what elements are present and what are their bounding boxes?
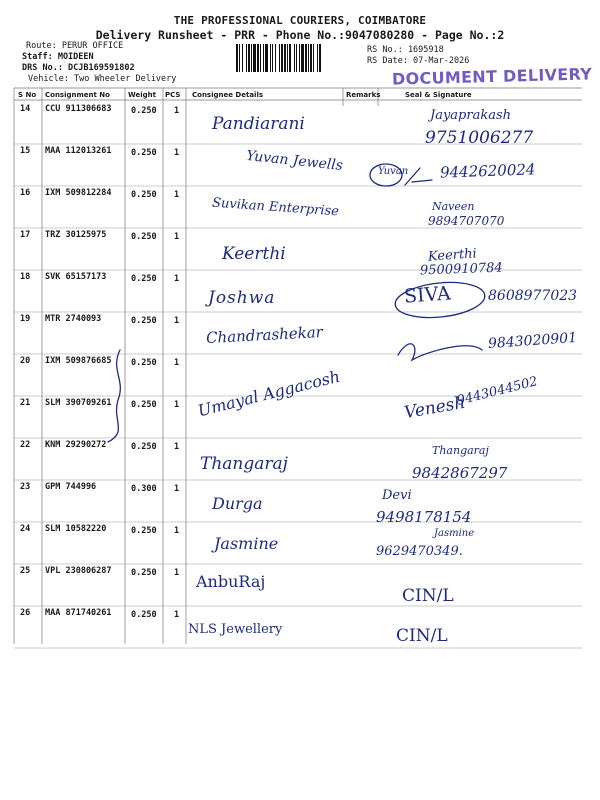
row-sno: 20 [20, 356, 31, 366]
row-sno: 16 [20, 188, 31, 198]
row-sno: 23 [20, 482, 31, 492]
document-delivery-stamp: DOCUMENT DELIVERY [391, 64, 593, 89]
row-consignment: IXM 509812284 [45, 188, 112, 198]
row-weight: 0.250 [131, 526, 157, 536]
consignee-handwriting: Chandrashekar [205, 322, 324, 348]
row-pcs: 1 [174, 232, 180, 242]
phone-handwriting: 9442620024 [439, 160, 536, 182]
signature-handwriting: Jasmine [434, 528, 475, 539]
row-weight: 0.250 [131, 232, 157, 242]
row-weight: 0.250 [131, 442, 157, 452]
row-pcs: 1 [174, 526, 180, 536]
route-label: Route: PERUR OFFICE [26, 41, 124, 51]
row-pcs: 1 [174, 190, 180, 200]
row-weight: 0.250 [131, 316, 157, 326]
consignee-handwriting: Thangaraj [200, 454, 288, 474]
phone-handwriting: 9498178154 [376, 508, 472, 526]
signature-handwriting: Naveen [432, 200, 475, 213]
rs-date: RS Date: 07-Mar-2026 [367, 56, 470, 66]
row-pcs: 1 [174, 274, 180, 284]
signature-handwriting: Venesh [402, 392, 467, 424]
row-consignment: SLM 10582220 [45, 524, 107, 534]
company-title: THE PROFESSIONAL COURIERS, COIMBATORE [173, 14, 427, 27]
signature-handwriting: Yuvan [378, 166, 409, 177]
consignee-handwriting: Umayal Aggacosh [195, 366, 342, 421]
consignee-handwriting: Suvikan Enterprise [211, 195, 340, 220]
row-consignment: IXM 509876685 [45, 356, 112, 366]
row-pcs: 1 [174, 568, 180, 578]
row-weight: 0.250 [131, 610, 157, 620]
row-sno: 18 [20, 272, 31, 282]
row-pcs: 1 [174, 442, 180, 452]
signature-handwriting: CIN/L [402, 586, 454, 606]
row-weight: 0.250 [131, 148, 157, 158]
row-sno: 26 [20, 608, 31, 618]
row-pcs: 1 [174, 484, 180, 494]
runsheet-title: Delivery Runsheet - PRR - Phone No.:9047080280 - Page No.:2 [95, 28, 505, 42]
vehicle-label: Vehicle: Two Wheeler Delivery [28, 74, 177, 84]
col-signature: Seal & Signature [405, 91, 472, 99]
col-weight: Weight [128, 91, 156, 99]
row-pcs: 1 [174, 358, 180, 368]
signature-handwriting: Keerthi [427, 246, 478, 265]
row-consignment: TRZ 30125975 [45, 230, 107, 240]
row-sno: 22 [20, 440, 31, 450]
phone-handwriting: 8608977023 [488, 288, 578, 304]
row-pcs: 1 [174, 148, 180, 158]
col-pcs: PCS [165, 91, 181, 99]
row-consignment: SLM 390709261 [45, 398, 112, 408]
row-consignment: GPM 744996 [45, 482, 97, 492]
consignee-handwriting: Durga [212, 494, 263, 513]
row-sno: 19 [20, 314, 31, 324]
consignee-handwriting: AnbuRaj [196, 572, 266, 591]
row-consignment: CCU 911306683 [45, 104, 112, 114]
row-consignment: MAA 871740261 [45, 608, 112, 618]
signature-handwriting: Devi [382, 488, 412, 503]
phone-handwriting: 9629470349. [376, 544, 463, 559]
drs-number: DRS No.: DCJB169591802 [22, 63, 135, 73]
row-pcs: 1 [174, 400, 180, 410]
col-consignee: Consignee Details [192, 91, 264, 99]
rs-number: RS No.: 1695918 [367, 45, 444, 55]
signature-handwriting: CIN/L [396, 626, 448, 646]
staff-label: Staff: MOIDEEN [22, 52, 94, 62]
phone-handwriting: 9843020901 [487, 329, 578, 353]
row-weight: 0.250 [131, 400, 157, 410]
consignee-handwriting: NLS Jewellery [188, 622, 283, 637]
consignee-handwriting: Keerthi [222, 244, 286, 264]
phone-handwriting: 9500910784 [419, 260, 503, 279]
phone-handwriting: 9751006277 [425, 128, 534, 148]
col-remarks: Remarks [346, 91, 381, 99]
row-pcs: 1 [174, 316, 180, 326]
consignee-handwriting: Joshwa [208, 288, 276, 308]
row-sno: 21 [20, 398, 31, 408]
row-sno: 17 [20, 230, 31, 240]
row-sno: 14 [20, 104, 31, 114]
row-consignment: VPL 230806287 [45, 566, 112, 576]
consignee-handwriting: Yuvan Jewells [245, 147, 344, 175]
phone-handwriting: 9894707070 [428, 214, 505, 228]
row-pcs: 1 [174, 610, 180, 620]
row-sno: 15 [20, 146, 31, 156]
col-consignment: Consignment No [45, 91, 110, 99]
signature-handwriting: Thangaraj [432, 444, 489, 457]
row-sno: 25 [20, 566, 31, 576]
signature-handwriting: SIVA [403, 282, 452, 308]
signature-handwriting: Jayaprakash [430, 108, 512, 123]
phone-handwriting: 9443044502 [455, 374, 540, 409]
row-weight: 0.250 [131, 358, 157, 368]
row-consignment: MTR 2740093 [45, 314, 102, 324]
consignee-handwriting: Pandiarani [212, 114, 305, 134]
row-weight: 0.250 [131, 106, 157, 116]
row-consignment: SVK 65157173 [45, 272, 107, 282]
row-weight: 0.250 [131, 274, 157, 284]
consignee-handwriting: Jasmine [214, 534, 279, 553]
row-weight: 0.250 [131, 190, 157, 200]
row-pcs: 1 [174, 106, 180, 116]
row-consignment: MAA 112013261 [45, 146, 112, 156]
row-sno: 24 [20, 524, 31, 534]
row-consignment: KNM 29290272 [45, 440, 107, 450]
row-weight: 0.300 [131, 484, 157, 494]
col-sno: S No [18, 91, 37, 99]
phone-handwriting: 9842867297 [412, 464, 508, 482]
row-weight: 0.250 [131, 568, 157, 578]
